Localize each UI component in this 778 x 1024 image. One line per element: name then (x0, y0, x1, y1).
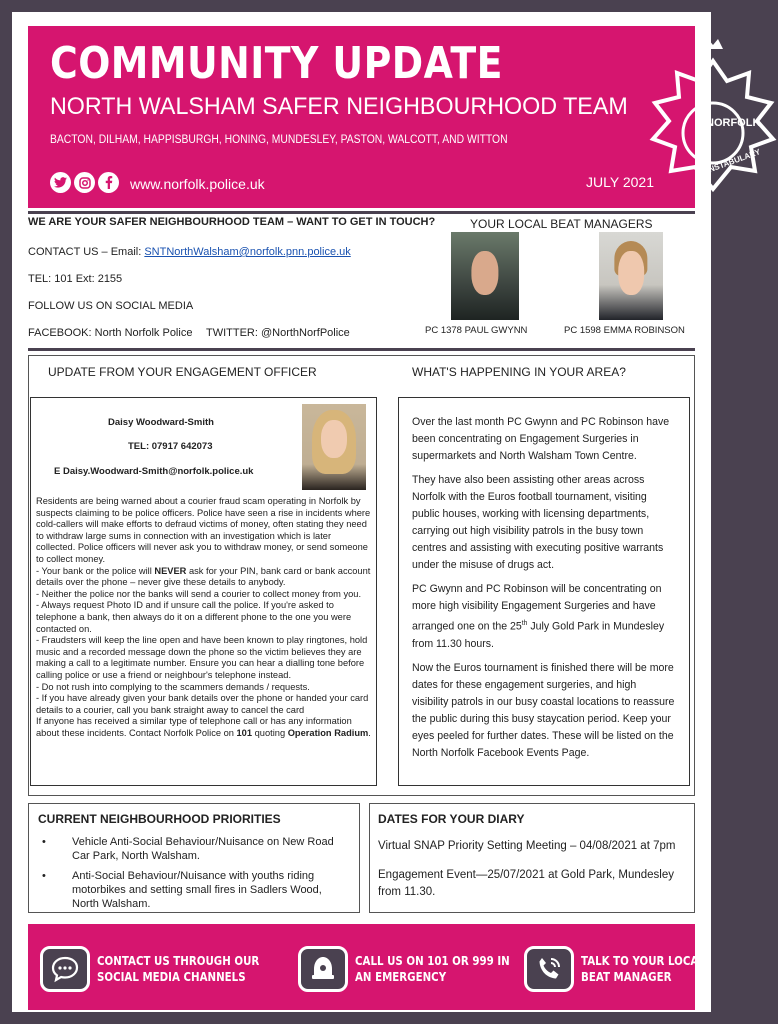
facebook-icon[interactable] (98, 172, 119, 193)
email-link[interactable]: SNTNorthWalsham@norfolk.pnn.police.uk (144, 246, 351, 258)
diary-item: Engagement Event—25/07/2021 at Gold Park, Mundesley from 11.30. (378, 869, 674, 898)
beat-managers-heading: YOUR LOCAL BEAT MANAGERS (470, 217, 653, 231)
website-link[interactable]: www.norfolk.police.uk (130, 176, 265, 192)
beat-manager-photo (599, 232, 663, 320)
header-banner (28, 26, 762, 208)
divider (28, 348, 695, 351)
list-item: • Anti-Social Behaviour/Nuisance with youths riding motorbikes and setting small fires in Sadlers Wood, North Walsham. (38, 869, 350, 911)
footer-call-item[interactable]: CALL US ON 101 OR 999 IN AN EMERGENCY (298, 946, 544, 992)
priorities-heading: CURRENT NEIGHBOURHOOD PRIORITIES (38, 812, 281, 826)
contact-heading: WE ARE YOUR SAFER NEIGHBOURHOOD TEAM – WANT TO GET IN TOUCH? (28, 216, 436, 228)
email-label: CONTACT US – Email: (28, 246, 145, 258)
follow-text: FOLLOW US ON SOCIAL MEDIA (28, 300, 194, 312)
footer-beat-item[interactable]: TALK TO YOUR LOCAL BEAT MANAGER (524, 946, 732, 992)
svg-text:CONSTABULARY: CONSTABULARY (696, 147, 762, 179)
constabulary-crest-icon (648, 38, 778, 218)
officer-name: Daisy Woodward-Smith (108, 417, 214, 428)
svg-text:NORFOLK: NORFOLK (706, 117, 761, 129)
facebook-handle[interactable]: FACEBOOK: North Norfolk Police (28, 327, 193, 339)
issue-date: JULY 2021 (586, 174, 654, 190)
phone-call-icon (524, 946, 574, 992)
footer-banner (28, 924, 705, 1010)
beat-manager-photo (451, 232, 519, 320)
footer-social-item[interactable]: CONTACT US THROUGH OUR SOCIAL MEDIA CHANNELS (40, 946, 295, 992)
beat-manager-name: PC 1378 PAUL GWYNN (425, 325, 528, 336)
social-icons (50, 172, 119, 193)
contact-tel: TEL: 101 Ext: 2155 (28, 273, 123, 285)
page (12, 12, 762, 1012)
page-subtitle: NORTH WALSHAM SAFER NEIGHBOURHOOD TEAM (50, 93, 628, 120)
instagram-icon[interactable] (74, 172, 95, 193)
officer-email[interactable]: E Daisy.Woodward-Smith@norfolk.police.uk (54, 466, 254, 477)
whats-happening-heading: WHAT'S HAPPENING IN YOUR AREA? (412, 365, 626, 379)
chat-bubble-icon (40, 946, 90, 992)
diary-item: Virtual SNAP Priority Setting Meeting – 04/08/2021 at 7pm (378, 840, 676, 852)
contact-email-line (28, 246, 351, 258)
police-helmet-icon (298, 946, 348, 992)
officer-photo (302, 404, 366, 490)
beat-manager-name: PC 1598 EMMA ROBINSON (564, 325, 685, 336)
diary-heading: DATES FOR YOUR DIARY (378, 812, 525, 826)
covered-areas: BACTON, DILHAM, HAPPISBURGH, HONING, MUNDESLEY, PASTON, WALCOTT, AND WITTON (50, 134, 508, 146)
whats-happening-text: Over the last month PC Gwynn and PC Robinson have been concentrating on Engagement Surgeries in supermarkets and North Walsham Town Centre. They have also been assisting other areas across Norfolk with the Euros football tournament, visiting public houses, working with licensing departments, carrying out high visibility patrols in the busy town centres and assisting with executing positive warrants under the misuse of drugs act. PC Gwynn and PC Robinson will be concentrating on more high visibility Engagement Surgeries and have arranged one on the 25th July Gold Park in Mundesley from 11.30 hours. Now the Euros tournament is finished there will be more dates for these engagement surgeries, and high visibility patrols in our busy coastal locations to reassure the public during this busy staycation period. Keep your eyes peeled for further dates. These will be listed on the North Norfolk Facebook Events Page. (412, 416, 675, 759)
twitter-handle[interactable]: TWITTER: @NorthNorfPolice (206, 327, 350, 339)
officer-tel: TEL: 07917 642073 (128, 441, 213, 452)
engagement-heading: UPDATE FROM YOUR ENGAGEMENT OFFICER (48, 365, 317, 379)
twitter-icon[interactable] (50, 172, 71, 193)
divider (28, 211, 695, 214)
priorities-list (38, 835, 350, 917)
list-item: • Vehicle Anti-Social Behaviour/Nuisance on New Road Car Park, North Walsham. (38, 835, 350, 863)
fraud-warning-text: Residents are being warned about a courier fraud scam operating in Norfolk by suspects claiming to be police officers. Police have seen a rise in incidents where cold-callers will make efforts to defraud victims of money, often stating they need to withdraw large sums in connection with an investigation which is later collected. Police officers will never ask you to withdraw money, or send someone to collect money. - Your bank or the police will NEVER ask for your PIN, bank card or bank account details over the phone – never give these details to anybody. - Neither the police nor the banks will send a courier to collect money from you. - Always request Photo ID and if unsure call the police. If you're asked to telephone a bank, then always do it on a different phone to the one you were contacted on. - Fraudsters will keep the line open and have been known to play ringtones, hold music and a recorded message down the phone so the victim believes they are making a call to a legitimate number. Ensure you can hear a dialling tone before calling police or use a friend or neighbour's telephone instead. - Do not rush into complying to the scammers demands / requests. - If you have already given your bank details over the phone or handed your card details to a courier, call you bank straight away to cancel the card If anyone has received a similar type of telephone call or has any information about these incidents. Contact Norfolk Police on 101 quoting Operation Radium. (36, 496, 371, 738)
page-title: COMMUNITY UPDATE (50, 38, 503, 89)
